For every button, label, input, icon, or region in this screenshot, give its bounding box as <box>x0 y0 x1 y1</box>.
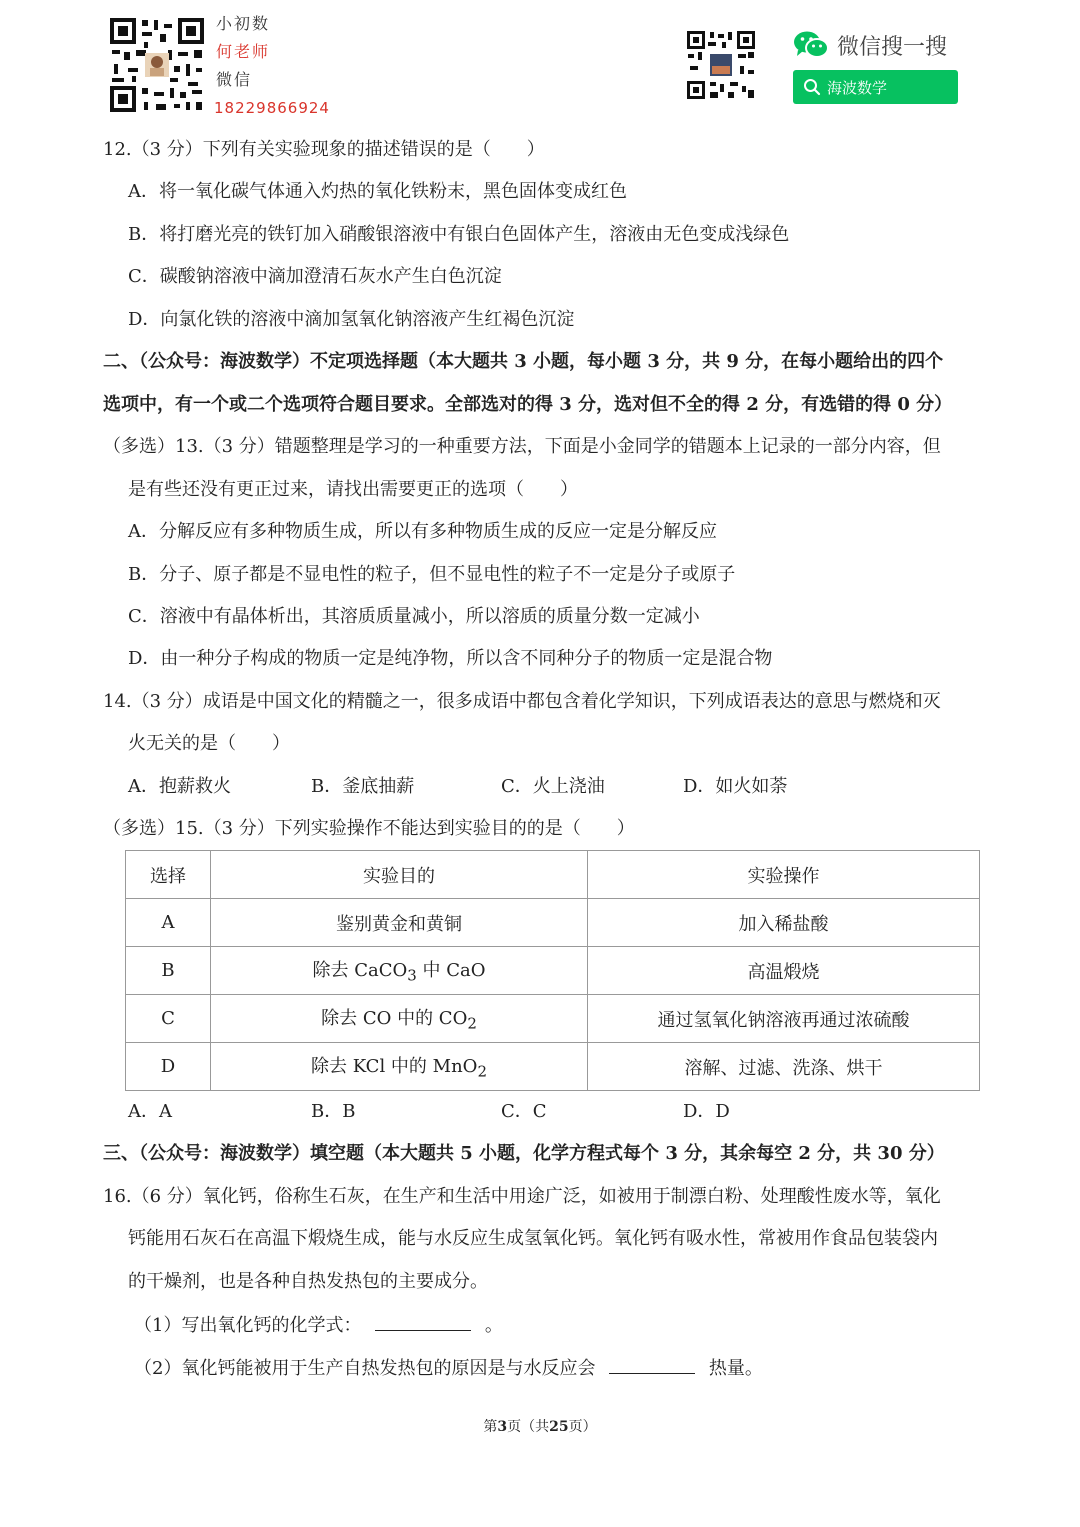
q14-stem-line1: 14.（3 分）成语是中国文化的精髓之一，很多成语中都包含着化学知识，下列成语表达的意思与燃烧和灭 <box>103 691 941 712</box>
q12-option-d: D．向氯化铁的溶液中滴加氢氧化钠溶液产生红褐色沉淀 <box>128 309 575 330</box>
q16-sub1-text: （1）写出氧化钙的化学式： <box>134 1315 362 1336</box>
answer-blank-2[interactable] <box>609 1355 695 1374</box>
table-header-operation: 实验操作 <box>588 851 980 899</box>
q15-option-b: B．B <box>311 1101 356 1122</box>
purpose-text: 除去 KCl 中的 MnO <box>311 1056 478 1078</box>
q16-stem-line1: 16.（6 分）氧化钙，俗称生石灰，在生产和生活中用途广泛，如被用于制漂白粉、处理酸性废水等，氧化 <box>103 1186 941 1207</box>
table-cell-operation: 高温煅烧 <box>588 947 980 995</box>
q12-stem: 12.（3 分）下列有关实验现象的描述错误的是（ ） <box>103 139 545 160</box>
table-cell-purpose <box>211 995 588 1043</box>
wechat-search-title: 微信搜一搜 <box>837 35 948 60</box>
table-cell-choice: A <box>126 899 211 947</box>
table-row <box>126 947 980 995</box>
contact-line-teacher: 何老师 <box>216 42 271 61</box>
q14-option-a: A．抱薪救火 <box>128 776 231 797</box>
official-account-qr-code-icon <box>686 30 756 100</box>
purpose-text: 除去 CO 中的 CO <box>321 1008 468 1030</box>
search-account-button[interactable] <box>793 70 958 104</box>
q15-stem: （多选）15.（3 分）下列实验操作不能达到实验目的的是（ ） <box>103 818 635 839</box>
q14-option-c: C．火上浇油 <box>501 776 605 797</box>
purpose-subscript: 2 <box>467 1014 477 1033</box>
q13-stem-line1: （多选）13.（3 分）错题整理是学习的一种重要方法，下面是小金同学的错题本上记录的一部分内容，但 <box>103 436 941 457</box>
q16-stem-line3: 的干燥剂，也是各种自热发热包的主要成分。 <box>128 1271 488 1292</box>
table-cell-choice: B <box>126 947 211 995</box>
q13-stem-line2: 是有些还没有更正过来，请找出需要更正的选项（ ） <box>128 479 578 500</box>
table-cell-choice: C <box>126 995 211 1043</box>
q16-sub1-end: 。 <box>484 1315 503 1336</box>
purpose-subscript: 2 <box>477 1062 487 1081</box>
total-pages: 25 <box>549 1419 569 1435</box>
q16-sub2 <box>134 1355 763 1381</box>
q13-option-a: A．分解反应有多种物质生成，所以有多种物质生成的反应一定是分解反应 <box>128 521 717 542</box>
q12-option-b: B．将打磨光亮的铁钉加入硝酸银溶液中有银白色固体产生，溶液由无色变成浅绿色 <box>128 224 790 245</box>
q16-sub2-end: 热量。 <box>708 1358 763 1379</box>
q13-option-d: D．由一种分子构成的物质一定是纯净物，所以含不同种分子的物质一定是混合物 <box>128 648 773 669</box>
section2-heading-line2: 选项中，有一个或二个选项符合题目要求。全部选对的得 3 分，选对但不全的得 2 分，有选错的得 0 分） <box>103 394 953 415</box>
q16-sub1 <box>134 1312 503 1338</box>
search-account-label: 海波数学 <box>827 79 888 97</box>
q14-option-d: D．如火如荼 <box>683 776 788 797</box>
q15-option-c: C．C <box>501 1101 547 1122</box>
q15-option-a: A．A <box>128 1101 172 1122</box>
q13-option-b: B．分子、原子都是不显电性的粒子，但不显电性的粒子不一定是分子或原子 <box>128 564 736 585</box>
section3-heading: 三、（公众号：海波数学）填空题（本大题共 5 小题，化学方程式每个 3 分，其余每空 2 分，共 30 分） <box>103 1143 945 1164</box>
table-cell-purpose <box>211 1043 588 1091</box>
q12-option-a: A．将一氧化碳气体通入灼热的氧化铁粉末，黑色固体变成红色 <box>128 181 627 202</box>
table-cell-operation: 通过氢氧化钠溶液再通过浓硫酸 <box>588 995 980 1043</box>
contact-phone: 18229866924 <box>214 99 330 117</box>
table-cell-operation: 加入稀盐酸 <box>588 899 980 947</box>
table-header-choice: 选择 <box>126 851 211 899</box>
table-row <box>126 995 980 1043</box>
purpose-text-tail: 中 CaO <box>416 960 486 982</box>
table-row <box>126 1043 980 1091</box>
wechat-logo-icon <box>793 30 829 60</box>
table-header-row <box>126 851 980 899</box>
q14-stem-line2: 火无关的是（ ） <box>128 733 290 754</box>
table-cell-operation: 溶解、过滤、洗涤、烘干 <box>588 1043 980 1091</box>
contact-line-subjects: 小初数 <box>216 14 271 33</box>
q16-sub2-text: （2）氧化钙能被用于生产自热发热包的原因是与水反应会 <box>134 1358 596 1379</box>
q16-stem-line2: 钙能用石灰石在高温下煅烧生成，能与水反应生成氢氧化钙。氧化钙有吸水性，常被用作食品包装袋内 <box>128 1228 938 1249</box>
q14-option-b: B．釜底抽薪 <box>311 776 415 797</box>
page-mid: 页（共 <box>507 1419 550 1435</box>
page-suffix: 页） <box>568 1419 597 1435</box>
table-cell-purpose <box>211 947 588 995</box>
answer-blank-1[interactable] <box>375 1312 471 1331</box>
section2-heading-line1: 二、（公众号：海波数学）不定项选择题（本大题共 3 小题，每小题 3 分，共 9 分，在每小题给出的四个 <box>103 351 944 372</box>
table-header-purpose: 实验目的 <box>211 851 588 899</box>
table-cell-purpose <box>211 899 588 947</box>
purpose-subscript: 3 <box>407 966 417 985</box>
search-icon <box>803 78 821 100</box>
current-page: 3 <box>497 1419 508 1435</box>
contact-qr-code-icon <box>108 16 206 114</box>
q15-table <box>125 850 980 1091</box>
purpose-text: 鉴别黄金和黄铜 <box>336 913 462 935</box>
q13-option-c: C．溶液中有晶体析出，其溶质质量减小，所以溶质的质量分数一定减小 <box>128 606 700 627</box>
q12-option-c: C．碳酸钠溶液中滴加澄清石灰水产生白色沉淀 <box>128 266 502 287</box>
table-cell-choice: D <box>126 1043 211 1091</box>
page-prefix: 第 <box>483 1419 498 1435</box>
table-row <box>126 899 980 947</box>
q15-option-d: D．D <box>683 1101 730 1122</box>
contact-line-wechat: 微信 <box>216 70 253 89</box>
purpose-text: 除去 CaCO <box>312 960 408 982</box>
page-number <box>0 1416 1080 1436</box>
